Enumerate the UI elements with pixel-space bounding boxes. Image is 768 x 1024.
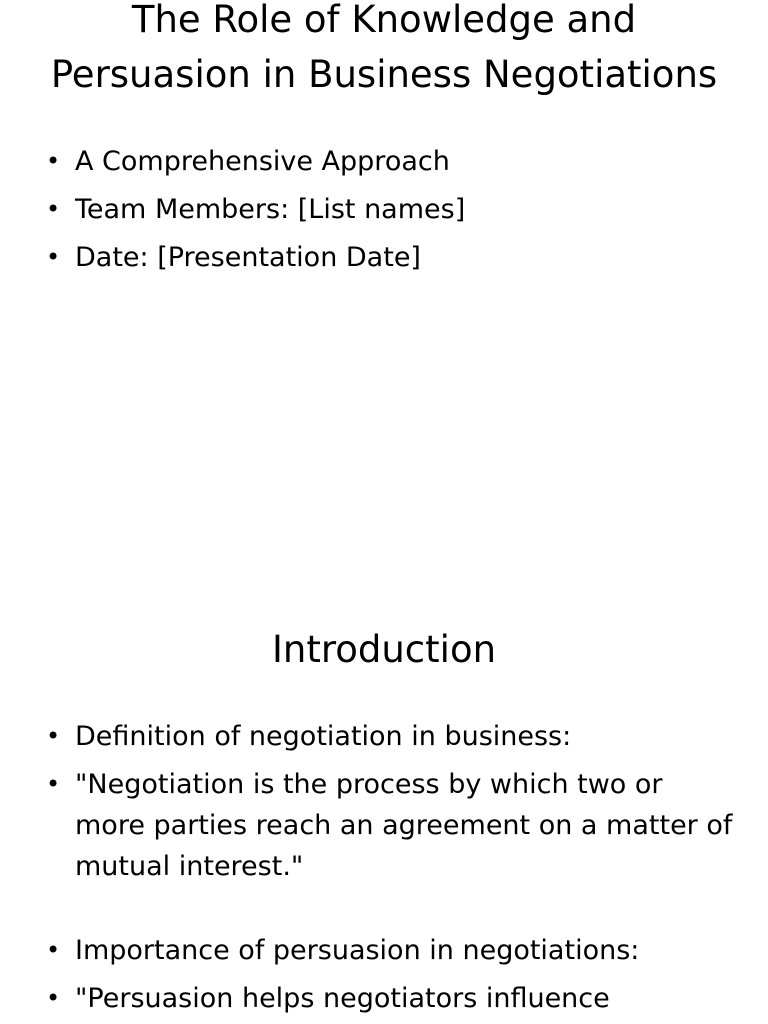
slide-title: The Role of Knowledge and Persuasion in Business Negotiations [50,0,718,96]
bullet-text: "Negotiation is the process by which two or more parties reach an agreement on a matter of mutual interest." [75,769,733,882]
list-item [46,141,736,182]
bullet-icon: • [46,195,61,223]
bullet-list [46,141,736,285]
list-item [46,930,736,971]
bullet-icon: • [46,722,61,750]
list-item [46,978,736,1019]
list-item [46,189,736,230]
bullet-text: Team Members: [List names] [75,194,466,225]
bullet-text: Importance of persuasion in negotiations: [75,935,640,966]
list-item [46,764,736,887]
bullet-text: Date: [Presentation Date] [75,242,421,273]
list-item [46,716,736,757]
bullet-list [46,716,736,1024]
slide-introduction [0,560,768,1024]
bullet-icon: • [46,936,61,964]
bullet-text: "Persuasion helps negotiators influence [75,983,610,1014]
bullet-icon: • [46,147,61,175]
list-item [46,237,736,278]
bullet-icon: • [46,984,61,1012]
bullet-icon: • [46,243,61,271]
bullet-text: Definition of negotiation in business: [75,721,572,752]
bullet-icon: • [46,770,61,798]
bullet-text: A Comprehensive Approach [75,146,450,177]
slide-title: Introduction [271,628,497,671]
